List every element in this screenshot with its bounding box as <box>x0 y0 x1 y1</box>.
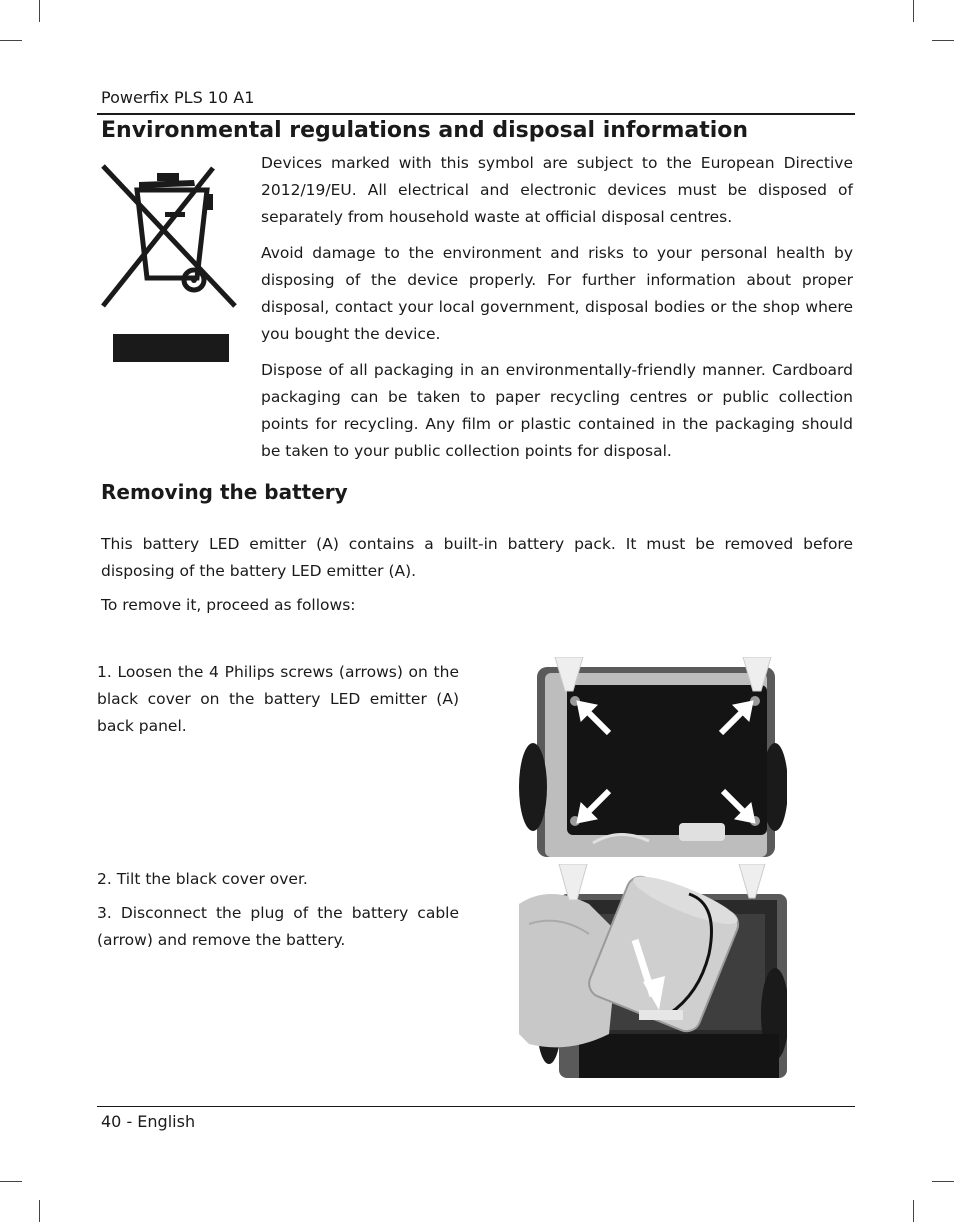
crop-mark <box>39 1200 40 1222</box>
page-number: 40 - English <box>101 1112 196 1131</box>
running-header: Powerfix PLS 10 A1 <box>101 88 255 107</box>
back-panel-photo <box>519 657 787 857</box>
step-1 <box>97 659 459 747</box>
paragraph: Dispose of all packaging in an environmentally-friendly manner. Cardboard packaging can be taken to paper recycling centres or public collection points for recycling. Any film or plastic contained in the packaging should be taken to your public collection points for disposal. <box>261 361 853 460</box>
step-text: 1. Loosen the 4 Philips screws (arrows) on the black cover on the battery LED emitter (A) back panel. <box>97 663 459 735</box>
header-rule <box>97 113 855 115</box>
section-title-environment: Environmental regulations and disposal information <box>101 118 749 143</box>
footer-rule <box>97 1106 855 1107</box>
environment-text <box>101 150 853 474</box>
battery-intro <box>101 531 853 626</box>
crop-mark <box>932 1181 954 1182</box>
symbol-spacer <box>101 150 261 460</box>
crop-mark <box>913 1200 914 1222</box>
crop-mark <box>0 40 22 41</box>
paragraph: This battery LED emitter (A) contains a built-in battery pack. It must be removed before disposing of the battery LED emitter (A). <box>101 535 853 580</box>
battery-removal-photo <box>519 864 787 1078</box>
paragraph: Devices marked with this symbol are subject to the European Directive 2012/19/EU. All electrical and electronic devices must be disposed of separately from household waste at official disposal centres. <box>261 154 853 226</box>
step-text: 2. Tilt the black cover over. <box>97 870 308 888</box>
crop-mark <box>913 0 914 22</box>
step-text: 3. Disconnect the plug of the battery cable (arrow) and remove the battery. <box>97 904 459 949</box>
section-title-battery: Removing the battery <box>101 480 348 504</box>
step-2-3 <box>97 866 459 961</box>
crop-mark <box>0 1181 22 1182</box>
crop-mark <box>39 0 40 22</box>
paragraph: Avoid damage to the environment and risks to your personal health by disposing of the device properly. For further information about proper disposal, contact your local government, disposal bodies or the shop where you bought the device. <box>261 244 853 343</box>
crop-mark <box>932 40 954 41</box>
paragraph: To remove it, proceed as follows: <box>101 596 356 614</box>
